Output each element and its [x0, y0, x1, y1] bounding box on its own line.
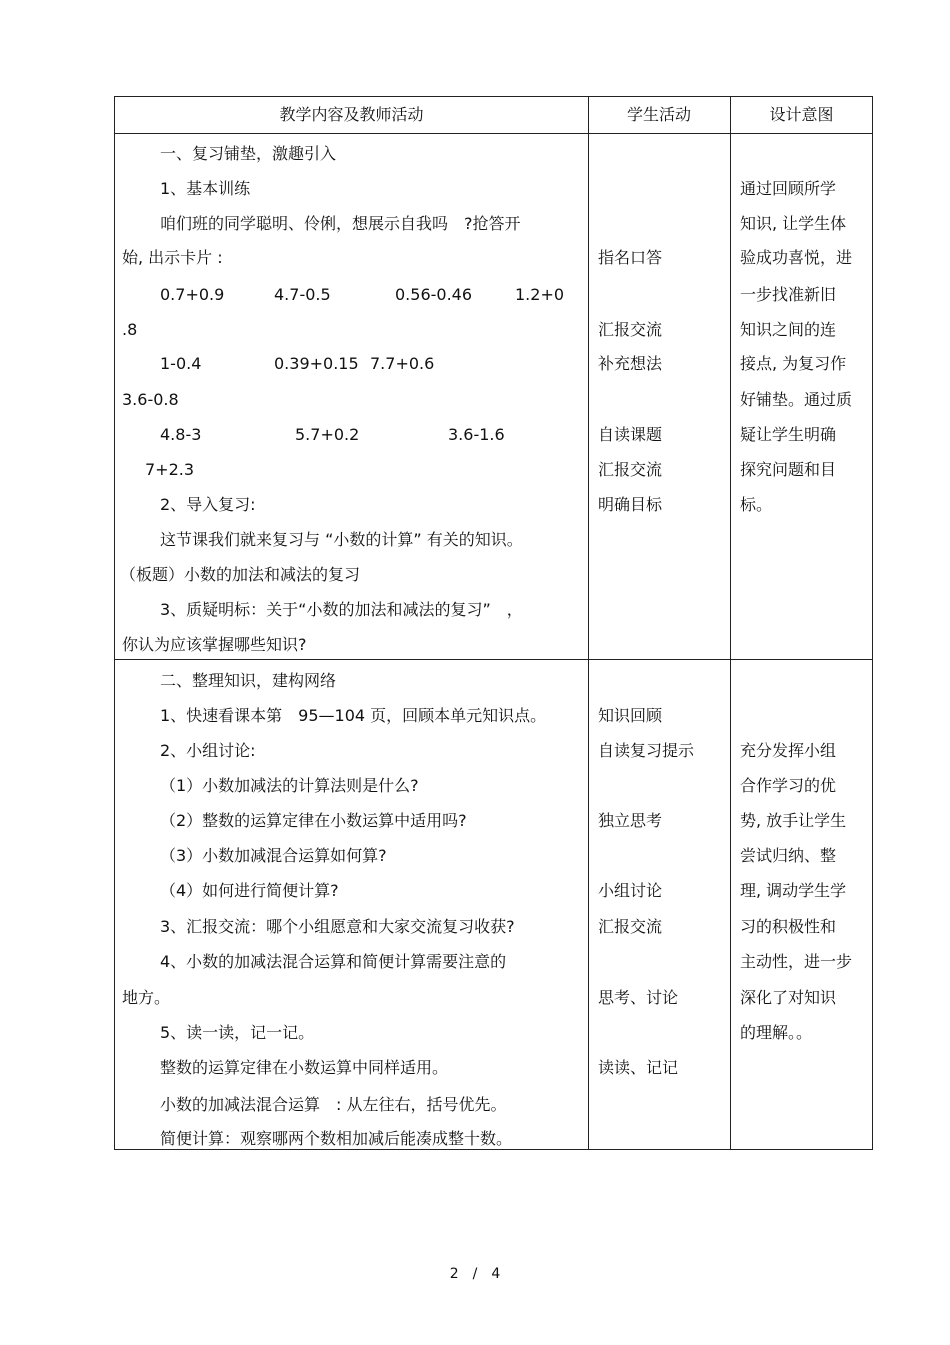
student-activity: 知识回顾	[598, 706, 663, 725]
exercise-item: .8	[122, 320, 138, 339]
design-intent-text: 理, 调动学生学	[740, 881, 847, 900]
teacher-text: 5、读一读，记一记。	[160, 1023, 315, 1042]
design-intent-text: 合作学习的优	[740, 776, 837, 795]
section-heading: 一、复习铺垫，激趣引入	[160, 144, 337, 163]
column-divider	[730, 97, 731, 1149]
design-intent-text: 疑让学生明确	[740, 425, 837, 444]
row-divider	[115, 133, 872, 134]
design-intent-text: 主动性，进一步	[740, 952, 853, 971]
teacher-text: 4、小数的加减法混合运算和简便计算需要注意的	[160, 952, 507, 971]
teacher-text: 始, 出示卡片 :	[122, 248, 223, 267]
design-intent-text: 好铺垫。通过质	[740, 390, 853, 409]
exercise-item: 3.6-0.8	[122, 390, 179, 409]
discussion-question: （1）小数加减法的计算法则是什么?	[160, 776, 419, 795]
design-intent-text: 接点, 为复习作	[740, 354, 847, 373]
exercise-item: 3.6-1.6	[448, 425, 505, 444]
student-activity: 汇报交流	[598, 917, 663, 936]
student-activity: 指名口答	[598, 248, 663, 267]
student-activity: 小组讨论	[598, 881, 663, 900]
teacher-text: 3、质疑明标：关于“小数的加法和减法的复习” ，	[160, 600, 523, 619]
exercise-item: 7+2.3	[145, 460, 195, 479]
teacher-text: 2、小组讨论:	[160, 741, 256, 760]
row-divider	[115, 659, 872, 660]
column-divider	[588, 97, 589, 1149]
exercise-item: 1.2+0	[515, 285, 565, 304]
teacher-text: 你认为应该掌握哪些知识?	[122, 635, 307, 654]
student-activity: 自读课题	[598, 425, 663, 444]
teacher-text: 2、导入复习:	[160, 495, 256, 514]
student-activity: 独立思考	[598, 811, 663, 830]
teacher-text: （板题）小数的加法和减法的复习	[120, 565, 361, 584]
page-number: 2 / 4	[449, 1266, 501, 1282]
design-intent-text: 探究问题和目	[740, 460, 837, 479]
exercise-item: 0.39+0.15	[274, 354, 359, 373]
design-intent-text: 标。	[740, 495, 773, 514]
student-activity: 自读复习提示	[598, 741, 695, 760]
teacher-text: 小数的加减法混合运算 : 从左往右，括号优先。	[160, 1095, 507, 1114]
student-activity: 汇报交流	[598, 320, 663, 339]
design-intent-text: 知识, 让学生体	[740, 214, 847, 233]
design-intent-text: 的理解。。	[740, 1023, 813, 1042]
design-intent-text: 深化了对知识	[740, 988, 837, 1007]
design-intent-text: 尝试归纳、整	[740, 846, 837, 865]
teacher-text: 咱们班的同学聪明、伶俐，想展示自我吗 ?抢答开	[160, 214, 521, 233]
student-activity: 补充想法	[598, 354, 663, 373]
design-intent-text: 一步找准新旧	[740, 285, 837, 304]
design-intent-text: 势, 放手让学生	[740, 811, 847, 830]
header-student-activity: 学生活动	[626, 105, 691, 124]
design-intent-text: 充分发挥小组	[740, 741, 837, 760]
exercise-item: 0.7+0.9	[160, 285, 225, 304]
header-design-intent: 设计意图	[769, 105, 834, 124]
exercise-item: 7.7+0.6	[370, 354, 435, 373]
student-activity: 思考、讨论	[598, 988, 679, 1007]
design-intent-text: 验成功喜悦，进	[740, 248, 853, 267]
design-intent-text: 通过回顾所学	[740, 179, 837, 198]
exercise-item: 5.7+0.2	[295, 425, 360, 444]
design-intent-text: 知识之间的连	[740, 320, 837, 339]
section-heading: 二、整理知识，建构网络	[160, 671, 337, 690]
exercise-item: 4.8-3	[160, 425, 202, 444]
teacher-text: 3、汇报交流：哪个小组愿意和大家交流复习收获?	[160, 917, 515, 936]
student-activity: 明确目标	[598, 495, 663, 514]
teacher-text: 地方。	[122, 988, 171, 1007]
header-teacher-activity: 教学内容及教师活动	[279, 105, 424, 124]
discussion-question: （3）小数加减混合运算如何算?	[160, 846, 387, 865]
student-activity: 汇报交流	[598, 460, 663, 479]
discussion-question: （4）如何进行简便计算?	[160, 881, 339, 900]
teacher-text: 1、快速看课本第 95—104 页，回顾本单元知识点。	[160, 706, 547, 725]
teacher-text: 整数的运算定律在小数运算中同样适用。	[160, 1058, 449, 1077]
design-intent-text: 习的积极性和	[740, 917, 837, 936]
student-activity: 读读、记记	[598, 1058, 679, 1077]
discussion-question: （2）整数的运算定律在小数运算中适用吗?	[160, 811, 467, 830]
exercise-item: 0.56-0.46	[395, 285, 473, 304]
exercise-item: 1-0.4	[160, 354, 202, 373]
exercise-item: 4.7-0.5	[274, 285, 331, 304]
teacher-text: 这节课我们就来复习与 “小数的计算” 有关的知识。	[160, 530, 523, 549]
teacher-text: 简便计算：观察哪两个数相加减后能凑成整十数。	[160, 1129, 513, 1148]
teacher-text: 1、基本训练	[160, 179, 251, 198]
